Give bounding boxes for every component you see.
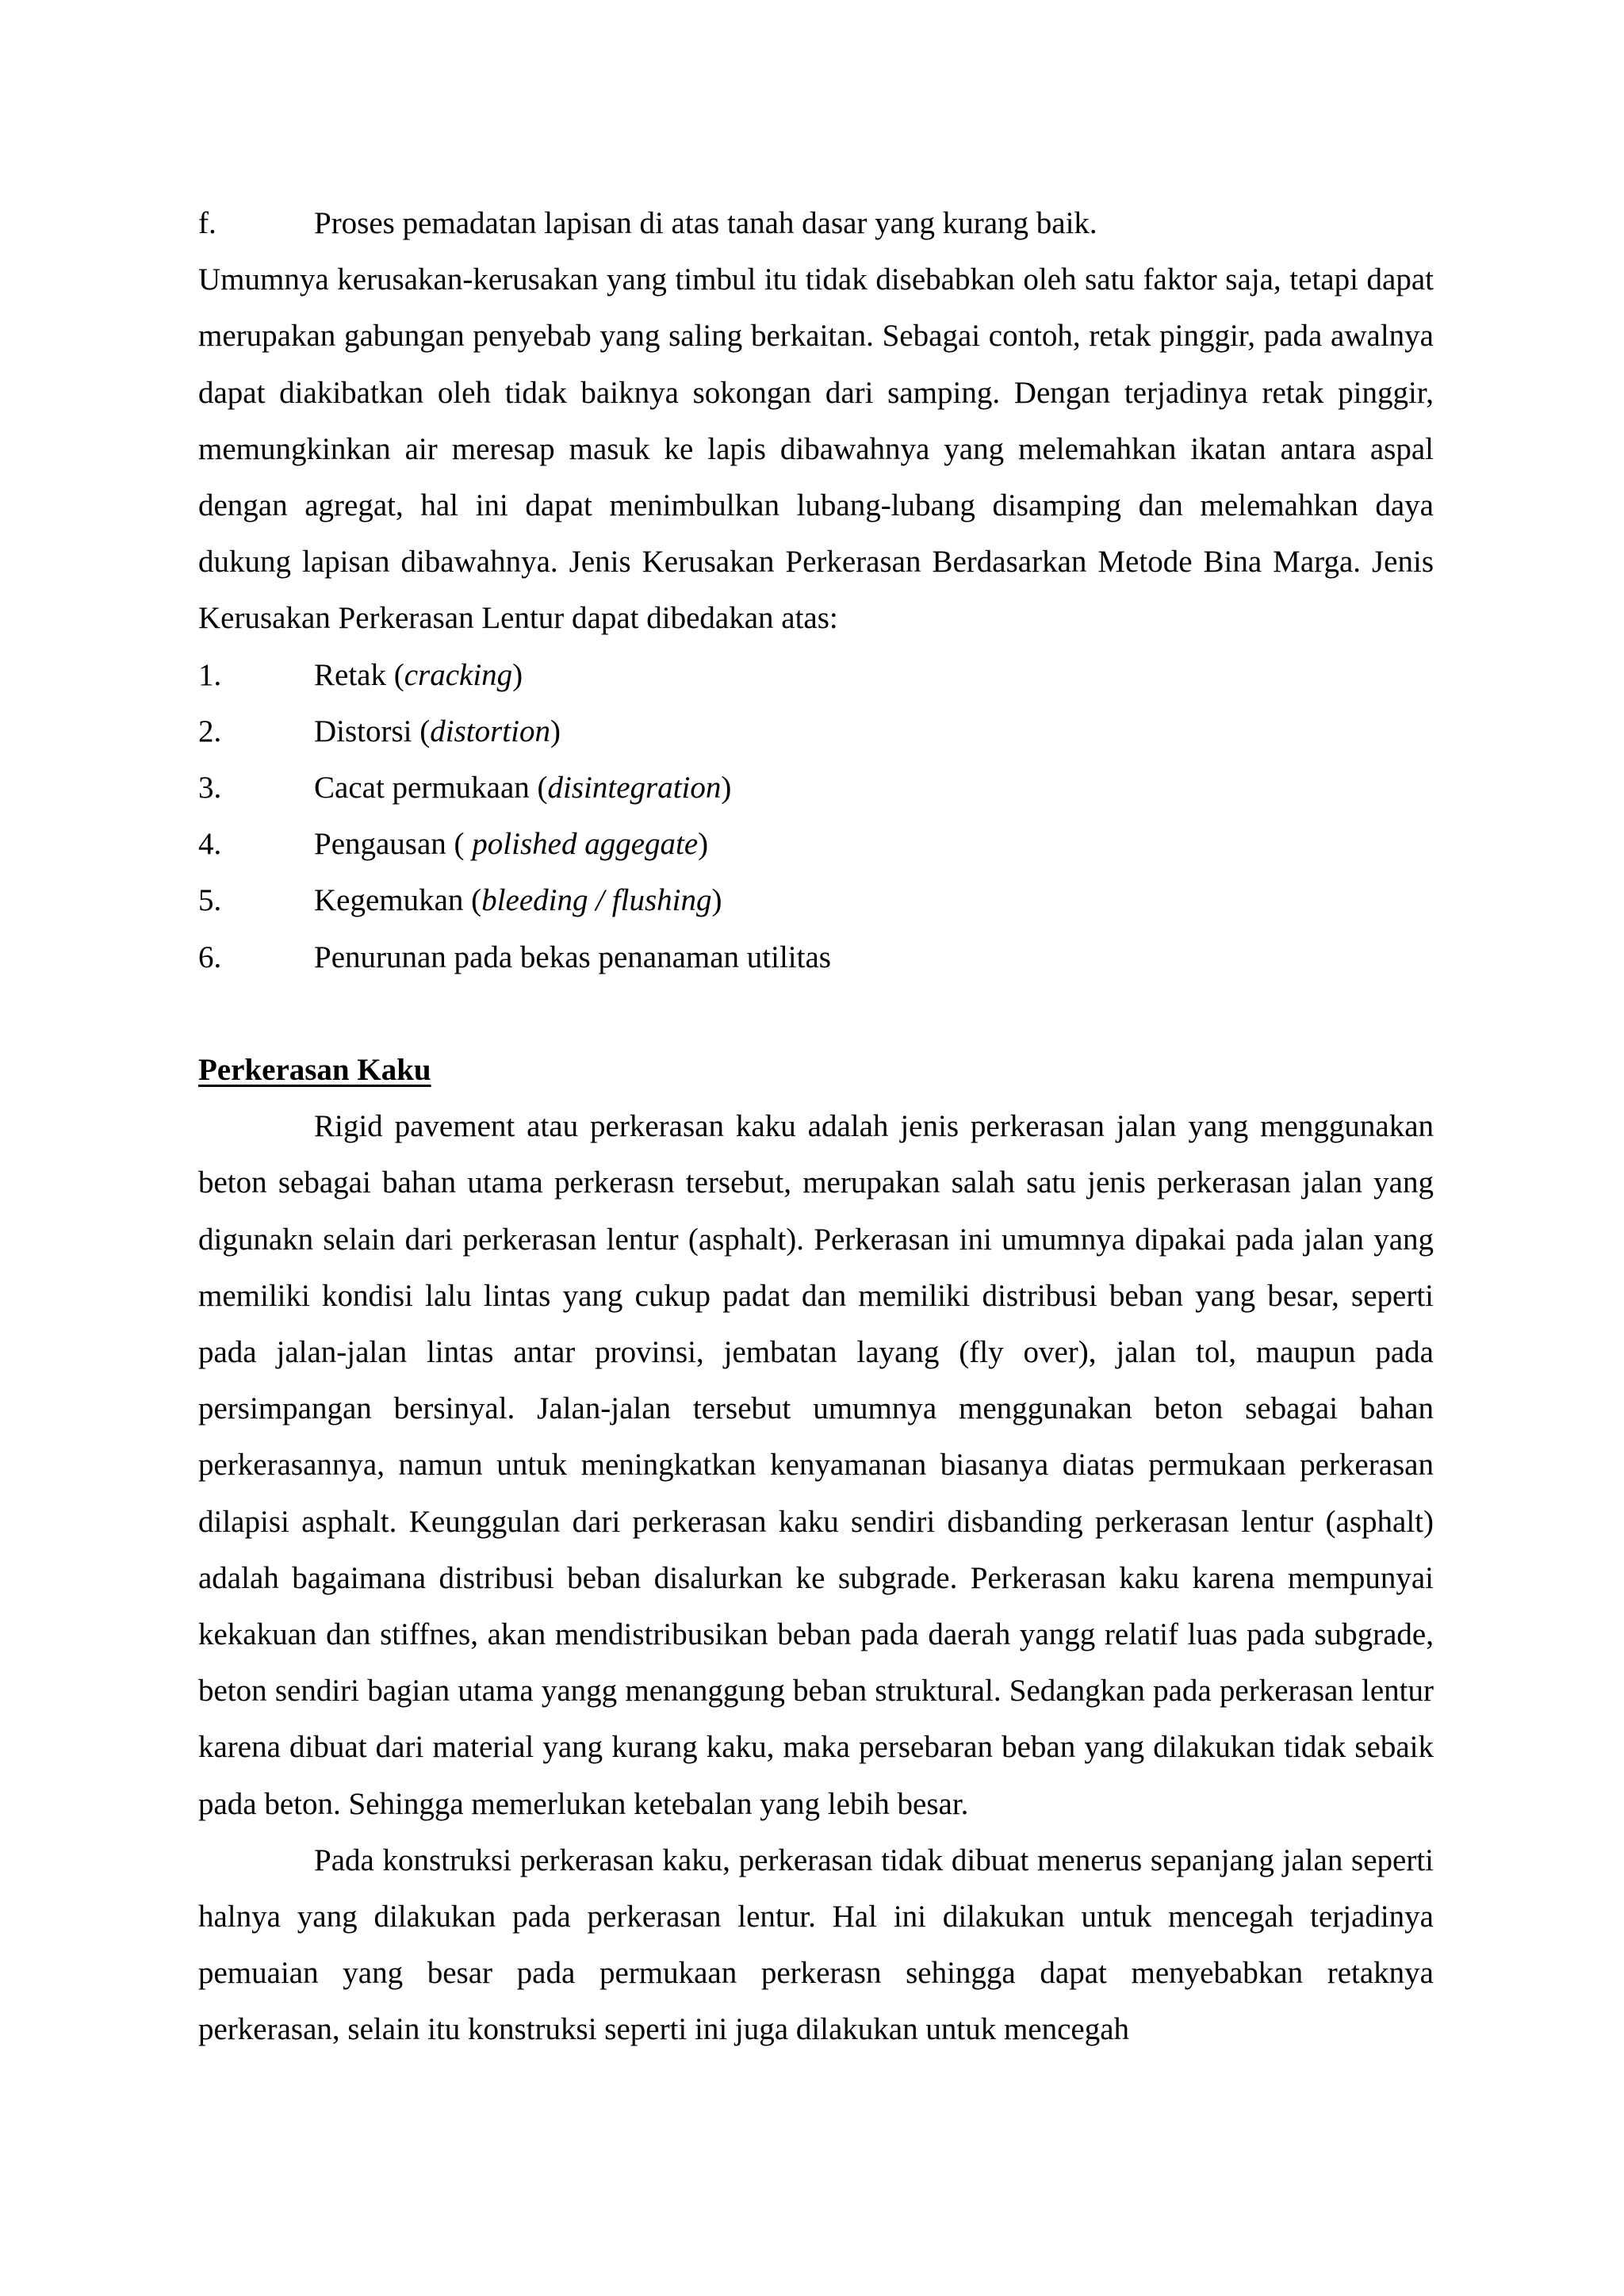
paragraph-damage-causes: Umumnya kerusakan-kerusakan yang timbul itu tidak disebabkan oleh satu faktor saja, tetapi dapat merupakan gabungan penyebab yang saling berkaitan. Sebagai contoh, retak pinggir, pada awalnya dapat diakibatkan oleh tidak baiknya sokongan dari samping. Dengan terjadinya retak pinggir, memungkinkan air meresap masuk ke lapis dibawahnya yang melemahkan ikatan antara aspal dengan agregat, hal ini dapat menimbulkan lubang-lubang disamping dan melemahkan daya dukung lapisan dibawahnya. Jenis Kerusakan Perkerasan Berdasarkan Metode Bina Marga. Jenis Kerusakan Perkerasan Lentur dapat dibedakan atas: <box>198 262 1434 636</box>
list-marker: 5. <box>198 883 222 918</box>
list-marker: 3. <box>198 771 222 806</box>
damage-type-list <box>198 647 1434 985</box>
section-heading: Perkerasan Kaku <box>198 1053 431 1088</box>
list-marker: 2. <box>198 714 222 748</box>
list-item <box>198 816 1434 872</box>
document-page <box>198 195 1434 2058</box>
intro-list-item <box>198 195 1434 251</box>
english-term: disintegration <box>547 771 722 806</box>
list-item <box>198 929 1434 985</box>
english-term: distortion <box>430 714 550 748</box>
blank-line <box>198 985 1434 1042</box>
list-item-text: Retak (cracking) <box>314 657 523 692</box>
list-item-text: Pengausan ( polished aggegate) <box>314 827 709 862</box>
list-item <box>198 872 1434 928</box>
list-marker: 6. <box>198 939 222 974</box>
paragraph-rigid-pavement: Rigid pavement atau perkerasan kaku adalah jenis perkerasan jalan yang menggunakan beton sebagai bahan utama perkerasn tersebut, merupakan salah satu jenis perkerasan jalan yang digunakn selain dari perkerasan lentur (asphalt). Perkerasan ini umumnya dipakai pada jalan yang memiliki kondisi lalu lintas yang cukup padat dan memiliki distribusi beban yang besar, seperti pada jalan-jalan lintas antar provinsi, jembatan layang (fly over), jalan tol, maupun pada persimpangan bersinyal. Jalan-jalan tersebut umumnya menggunakan beton sebagai bahan perkerasannya, namun untuk meningkatkan kenyamanan biasanya diatas permukaan perkerasan dilapisi asphalt. Keunggulan dari perkerasan kaku sendiri disbanding perkerasan lentur (asphalt) adalah bagaimana distribusi beban disalurkan ke subgrade. Perkerasan kaku karena mempunyai kekakuan dan stiffnes, akan mendistribusikan beban pada daerah yangg relatif luas pada subgrade, beton sendiri bagian utama yangg menanggung beban struktural. Sedangkan pada perkerasan lentur karena dibuat dari material yang kurang kaku, maka persebaran beban yang dilakukan tidak sebaik pada beton. Sehingga memerlukan ketebalan yang lebih besar. <box>198 1109 1434 1821</box>
list-item-text: Kegemukan (bleeding / flushing) <box>314 883 722 918</box>
list-item <box>198 703 1434 760</box>
english-term: bleeding / flushing <box>481 883 712 918</box>
list-item-text: Penurunan pada bekas penanaman utilitas <box>314 939 831 974</box>
list-marker: f. <box>198 206 216 240</box>
list-item-text: Cacat permukaan (disintegration) <box>314 771 732 806</box>
list-marker: 1. <box>198 657 222 692</box>
english-term: polished aggegate <box>472 827 699 862</box>
paragraph-rigid-construction: Pada konstruksi perkerasan kaku, perkerasan tidak dibuat menerus sepanjang jalan seperti halnya yang dilakukan pada perkerasan lentur. Hal ini dilakukan untuk mencegah terjadinya pemuaian yang besar pada permukaan perkerasn sehingga dapat menyebabkan retaknya perkerasan, selain itu konstruksi seperti ini juga dilakukan untuk mencegah <box>198 1843 1434 2047</box>
english-term: cracking <box>404 657 513 692</box>
list-item-text: Proses pemadatan lapisan di atas tanah dasar yang kurang baik. <box>314 206 1097 240</box>
list-marker: 4. <box>198 827 222 862</box>
list-item <box>198 647 1434 703</box>
list-item <box>198 760 1434 816</box>
list-item-text: Distorsi (distortion) <box>314 714 561 748</box>
